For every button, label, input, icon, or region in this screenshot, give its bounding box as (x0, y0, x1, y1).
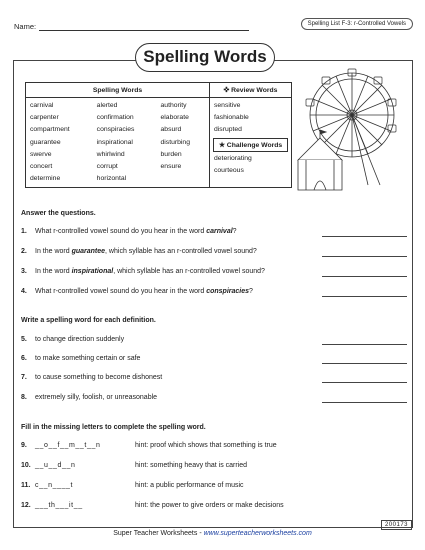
letter-pattern[interactable]: ___th___it__ (35, 502, 83, 509)
question-number: 2. (21, 248, 27, 255)
question-number: 12. (21, 502, 31, 509)
question-number: 3. (21, 268, 27, 275)
challenge-words-header: ★ Challenge Words (213, 138, 288, 152)
question-1 (21, 228, 237, 235)
worksheet-code: 200173 (381, 520, 412, 530)
footer-brand: Super Teacher Worksheets (113, 530, 198, 537)
word-carnival: carnival (30, 102, 54, 109)
spelling-words-table (25, 82, 292, 188)
answer-line-7[interactable] (322, 382, 407, 383)
word-confirmation: confirmation (96, 114, 134, 122)
word-conspiracies: conspiracies (96, 126, 135, 134)
word-disturbing: disturbing (160, 138, 190, 146)
name-field[interactable] (39, 23, 249, 31)
hint-text: hint: proof which shows that something is true (135, 442, 277, 449)
question-9 (21, 442, 277, 449)
question-word: guarantee (71, 248, 106, 255)
question-text-end: , which syllable has an r-controlled vowel sound? (105, 248, 257, 255)
word-determine: determine (30, 175, 61, 183)
word-inspirational: inspirational (96, 138, 133, 146)
question-text: In the word (35, 268, 72, 275)
page-title: Spelling Words (135, 43, 275, 72)
ferris-wheel-illustration (290, 60, 410, 200)
question-text-end: ? (249, 288, 253, 295)
question-text: extremely silly, foolish, or unreasonable (35, 394, 158, 401)
review-word-fashionable: fashionable (214, 114, 249, 122)
word-guarantee: guarantee (30, 138, 61, 146)
question-text: What r-controlled vowel sound do you hear in the word (35, 288, 207, 295)
question-text: What r-controlled vowel sound do you hear in the word (35, 228, 207, 235)
review-word-disrupted: disrupted (214, 126, 242, 134)
challenge-word-courteous: courteous (214, 166, 244, 174)
section-heading-questions: Answer the questions. (21, 210, 96, 217)
answer-line-4[interactable] (322, 296, 407, 297)
word-swerve: swerve (30, 150, 52, 158)
question-text-end: ? (232, 228, 237, 235)
footer (0, 530, 425, 537)
spelling-words-header: Spelling Words (26, 83, 210, 98)
question-number: 10. (21, 462, 31, 469)
word-corrupt: corrupt (96, 163, 118, 171)
answer-line-2[interactable] (322, 256, 407, 257)
name-label: Name: (14, 22, 37, 31)
question-word: carnival (206, 228, 233, 235)
footer-separator: - (197, 530, 204, 537)
question-2 (21, 248, 257, 255)
section-heading-missing-letters: Fill in the missing letters to complete the spelling word. (21, 424, 206, 431)
word-elaborate: elaborate (160, 114, 189, 122)
word-carpenter: carpenter (30, 114, 59, 122)
section-heading-definitions: Write a spelling word for each definition. (21, 317, 156, 324)
question-number: 1. (21, 228, 27, 235)
footer-site-link[interactable]: www.superteacherworksheets.com (203, 530, 312, 537)
question-text: to make something certain or safe (35, 355, 141, 362)
question-12 (21, 502, 284, 509)
question-text: to change direction suddenly (35, 336, 125, 343)
answer-line-6[interactable] (322, 363, 407, 364)
question-11 (21, 482, 244, 489)
word-burden: burden (160, 150, 182, 158)
question-3 (21, 268, 265, 275)
question-number: 8. (21, 394, 27, 401)
answer-line-3[interactable] (322, 276, 407, 277)
question-text: In the word (35, 248, 72, 255)
letter-pattern[interactable]: __u__d__n (35, 462, 76, 469)
review-words-header: ✜ Review Words (210, 83, 292, 98)
answer-line-8[interactable] (322, 402, 407, 403)
question-number: 4. (21, 288, 27, 295)
question-number: 5. (21, 336, 27, 343)
hint-text: hint: the power to give orders or make decisions (135, 502, 284, 509)
word-concert: concert (30, 163, 53, 171)
letter-pattern[interactable]: __o__f__m__t__n (35, 442, 101, 449)
question-10 (21, 462, 247, 469)
question-5 (21, 336, 124, 343)
word-compartment: compartment (30, 126, 70, 134)
question-number: 7. (21, 374, 27, 381)
question-number: 11. (21, 482, 31, 489)
question-number: 6. (21, 355, 27, 362)
word-ensure: ensure (160, 163, 182, 171)
list-tag: Spelling List F-3: r-Controlled Vowels (301, 18, 413, 30)
question-number: 9. (21, 442, 27, 449)
word-horizontal: horizontal (96, 175, 127, 183)
hint-text: hint: something heavy that is carried (135, 462, 248, 469)
question-text-end: , which syllable has an r-controlled vowel sound? (113, 268, 265, 275)
word-absurd: absurd (160, 126, 182, 134)
answer-line-1[interactable] (322, 236, 407, 237)
question-word: conspiracies (206, 288, 250, 295)
question-4 (21, 288, 253, 295)
letter-pattern[interactable]: c__n____t (35, 482, 74, 489)
answer-line-5[interactable] (322, 344, 407, 345)
question-6 (21, 355, 140, 362)
word-whirlwind: whirlwind (96, 150, 125, 158)
question-7 (21, 374, 162, 381)
word-authority: authority (160, 102, 187, 109)
challenge-word-deteriorating: deteriorating (214, 154, 252, 162)
word-alerted: alerted (96, 102, 118, 109)
question-text: to cause something to become dishonest (35, 374, 163, 381)
hint-text: hint: a public performance of music (135, 482, 244, 489)
question-word: inspirational (71, 268, 114, 275)
review-word-sensitive: sensitive (214, 102, 241, 109)
name-row (14, 22, 249, 31)
question-8 (21, 394, 157, 401)
